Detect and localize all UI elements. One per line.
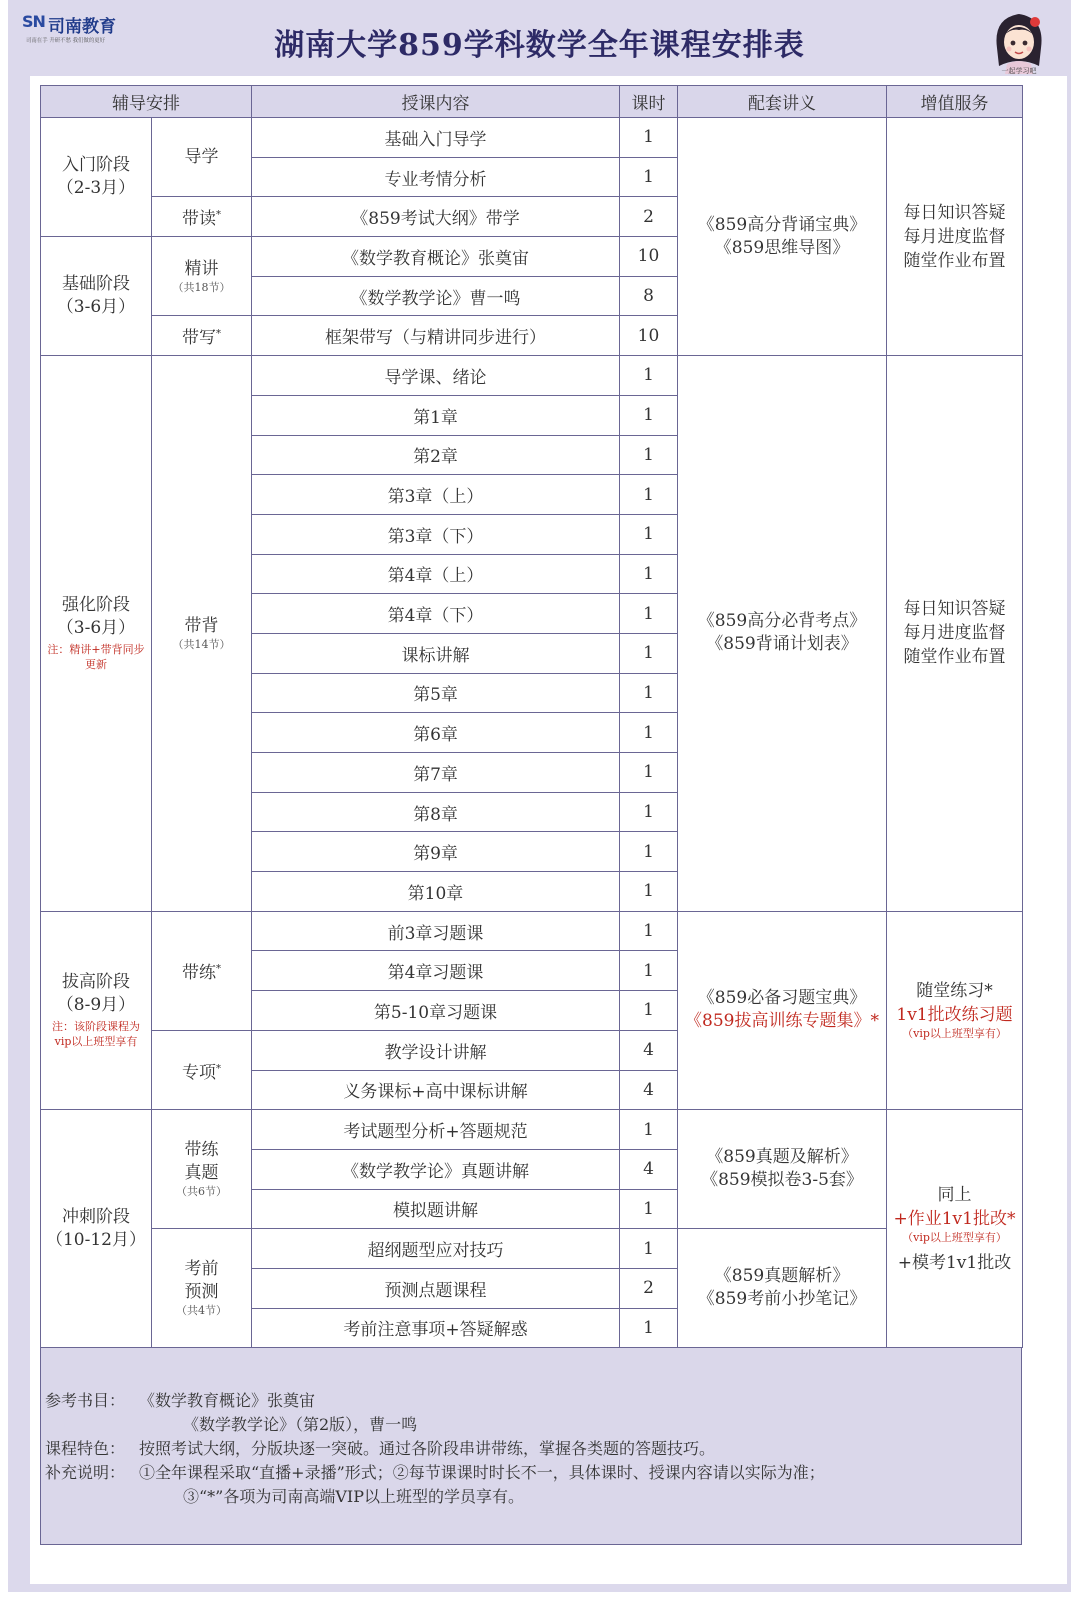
- content-cell: 模拟题讲解: [252, 1189, 620, 1229]
- content-cell: 课标讲解: [252, 633, 620, 673]
- feature-text: 按照考试大纲，分版块逐一突破。通过各阶段串讲带练，掌握各类题的答题技巧。: [139, 1439, 716, 1458]
- hours-cell: 1: [620, 554, 678, 594]
- module-count: （共4节）: [176, 1304, 227, 1318]
- service-line: 随堂作业布置: [903, 647, 1006, 668]
- content-cell: 第8章: [252, 792, 620, 832]
- module-recite: [152, 356, 252, 912]
- hours-cell: 1: [620, 594, 678, 634]
- star-mark: *: [216, 209, 221, 221]
- hours-cell: 1: [620, 395, 678, 435]
- hours-cell: 1: [620, 1308, 678, 1348]
- stage-intensive: [41, 356, 152, 912]
- content-cell: 教学设计讲解: [252, 1030, 620, 1070]
- books-line: [45, 1388, 315, 1411]
- book-2: 《数学教学论》（第2版），曹一鸣: [183, 1415, 418, 1434]
- material-line: 《859高分背诵宝典》: [697, 214, 867, 235]
- header-content: 授课内容: [252, 86, 620, 118]
- stage-note: 注：精讲+带背同步更新: [47, 643, 145, 672]
- avatar-caption: 一起学习吧: [1001, 67, 1037, 75]
- content-cell: 第2章: [252, 435, 620, 475]
- stage-name: 强化阶段: [62, 595, 130, 616]
- services-sprint: [887, 1110, 1023, 1348]
- star-mark: *: [216, 328, 221, 340]
- stage-name: 拔高阶段: [62, 972, 130, 993]
- service-line: 每日知识答疑: [903, 202, 1006, 223]
- content-cell: 《数学教学论》曹一鸣: [252, 276, 620, 316]
- hours-cell: 1: [620, 157, 678, 197]
- material-line: 《859模拟卷3-5套》: [701, 1170, 863, 1191]
- module-name: 带练: [182, 963, 216, 984]
- service-note: （vip以上班型享有）: [902, 1027, 1007, 1041]
- stage-name: 入门阶段: [62, 155, 130, 176]
- module-write: [152, 316, 252, 356]
- module-special: [152, 1030, 252, 1109]
- extra-line: [45, 1460, 825, 1483]
- stage-sprint: [41, 1110, 152, 1348]
- hours-cell: 1: [620, 832, 678, 872]
- content-cell: 第3章（上）: [252, 475, 620, 515]
- materials-sprint-2: [678, 1229, 887, 1348]
- content-cell: 导学课、绪论: [252, 356, 620, 396]
- service-line: 每月进度监督: [903, 226, 1006, 247]
- hours-cell: 4: [620, 1149, 678, 1189]
- content-cell: 前3章习题课: [252, 911, 620, 951]
- feature-line: [45, 1436, 715, 1459]
- material-line: 《859高分必背考点》: [697, 611, 867, 632]
- service-note: （vip以上班型享有）: [902, 1230, 1007, 1244]
- module-name: 带读: [182, 209, 216, 230]
- content-cell: 考试题型分析+答题规范: [252, 1110, 620, 1150]
- content-cell: 《数学教学论》真题讲解: [252, 1149, 620, 1189]
- hours-cell: 1: [620, 713, 678, 753]
- header: [8, 0, 1071, 76]
- extra-text-1: ①全年课程采取“直播+录播”形式；②每节课课时时长不一，具体课时、授课内容请以实际为准；: [139, 1463, 825, 1482]
- module-name: 带背: [184, 615, 219, 636]
- content-cell: 专业考情分析: [252, 157, 620, 197]
- materials-basic: [678, 118, 887, 356]
- service-line-vip: 1v1批改练习题: [896, 1005, 1013, 1026]
- hours-cell: 1: [620, 911, 678, 951]
- module-practice: [152, 911, 252, 1030]
- hours-cell: 1: [620, 514, 678, 554]
- hours-cell: 1: [620, 435, 678, 475]
- services-advanced: [887, 911, 1023, 1109]
- logo-slogan: 司南在手 升研不愁 我们做的更好: [26, 37, 106, 44]
- material-line: 《859真题及解析》: [706, 1147, 858, 1168]
- module-name: 专项: [182, 1062, 216, 1083]
- content-cell: 第3章（下）: [252, 514, 620, 554]
- page-title: 湖南大学859学科数学全年课程安排表: [274, 28, 805, 63]
- hours-cell: 1: [620, 673, 678, 713]
- content-cell: 第1章: [252, 395, 620, 435]
- logo-brand: 司南教育: [48, 17, 116, 37]
- module-prediction: [152, 1229, 252, 1348]
- service-line-vip: +作业1v1批改*: [893, 1208, 1016, 1229]
- service-line: +模考1v1批改: [897, 1252, 1012, 1273]
- module-name: 精讲: [184, 258, 219, 279]
- material-line-vip: 《859拔高训练专题集》*: [685, 1011, 879, 1032]
- content-cell: 第7章: [252, 753, 620, 793]
- module-lecture: [152, 237, 252, 316]
- content-cell: 第5-10章习题课: [252, 991, 620, 1031]
- extra-text-2: ③“*”各项为司南高端VIP以上班型的学员享有。: [183, 1487, 525, 1506]
- hours-cell: 1: [620, 633, 678, 673]
- notes-panel: [40, 1347, 1022, 1545]
- content-cell: 考前注意事项+答疑解惑: [252, 1308, 620, 1348]
- content-cell: 基础入门导学: [252, 118, 620, 158]
- module-count: （共14节）: [172, 637, 231, 651]
- schedule-table: [40, 85, 1023, 1348]
- hours-cell: 1: [620, 872, 678, 912]
- service-line: 随堂作业布置: [903, 250, 1006, 271]
- stage-advanced: [41, 911, 152, 1109]
- content-cell: 第10章: [252, 872, 620, 912]
- hours-cell: 1: [620, 951, 678, 991]
- hours-cell: 1: [620, 1110, 678, 1150]
- hours-cell: 2: [620, 197, 678, 237]
- module-guide: [152, 118, 252, 197]
- material-line: 《859背诵计划表》: [706, 634, 858, 655]
- materials-sprint-1: [678, 1110, 887, 1229]
- material-line: 《859必备习题宝典》: [697, 988, 867, 1009]
- hours-cell: 1: [620, 991, 678, 1031]
- materials-advanced: [678, 911, 887, 1109]
- content-cell: 《数学教育概论》张奠宙: [252, 237, 620, 277]
- hours-cell: 8: [620, 276, 678, 316]
- header-arrangement: 辅导安排: [41, 86, 252, 118]
- module-count: （共18节）: [172, 280, 231, 294]
- module-name: 带练真题: [184, 1140, 219, 1184]
- content-cell: 第6章: [252, 713, 620, 753]
- header-services: 增值服务: [887, 86, 1023, 118]
- content-cell: 预测点题课程: [252, 1268, 620, 1308]
- hours-cell: 4: [620, 1030, 678, 1070]
- module-name: 考前预测: [184, 1259, 219, 1303]
- content-cell: 《859考试大纲》带学: [252, 197, 620, 237]
- hours-cell: 10: [620, 316, 678, 356]
- module-name: 导学: [184, 146, 219, 167]
- content-cell: 第4章（下）: [252, 594, 620, 634]
- service-line: 每月进度监督: [903, 623, 1006, 644]
- content-cell: 超纲题型应对技巧: [252, 1229, 620, 1269]
- stage-note: 注：该阶段课程为vip以上班型享有: [52, 1020, 140, 1049]
- stage-name: 基础阶段: [62, 274, 130, 295]
- service-line: 同上: [937, 1184, 972, 1205]
- module-name: 带写: [182, 328, 216, 349]
- hours-cell: 10: [620, 237, 678, 277]
- stage-period: （3-6月）: [56, 618, 136, 639]
- material-line: 《859考前小抄笔记》: [697, 1289, 867, 1310]
- stage-foundation: [41, 237, 152, 356]
- book-1: 《数学教育概论》张奠宙: [139, 1391, 316, 1410]
- logo-mark-icon: SN: [22, 12, 45, 31]
- module-past-papers: [152, 1110, 252, 1229]
- services-basic: [887, 118, 1023, 356]
- header-hours: 课时: [620, 86, 678, 118]
- star-mark: *: [216, 963, 221, 975]
- material-line: 《859思维导图》: [714, 237, 850, 258]
- materials-intensive: [678, 356, 887, 912]
- stage-period: （3-6月）: [56, 297, 136, 318]
- service-line: 随堂练习*: [916, 981, 993, 1002]
- content-cell: 第4章习题课: [252, 951, 620, 991]
- feature-label: 课程特色：: [45, 1439, 126, 1458]
- hours-cell: 1: [620, 753, 678, 793]
- hours-cell: 4: [620, 1070, 678, 1110]
- module-read: [152, 197, 252, 237]
- stage-period: （10-12月）: [45, 1229, 146, 1250]
- extra-label: 补充说明：: [45, 1463, 126, 1482]
- hours-cell: 2: [620, 1268, 678, 1308]
- content-cell: 第9章: [252, 832, 620, 872]
- material-line: 《859真题解析》: [714, 1266, 850, 1287]
- hours-cell: 1: [620, 1229, 678, 1269]
- services-intensive: [887, 356, 1023, 912]
- content-cell: 义务课标+高中课标讲解: [252, 1070, 620, 1110]
- hours-cell: 1: [620, 475, 678, 515]
- content-cell: 第5章: [252, 673, 620, 713]
- content-cell: 框架带写（与精讲同步进行）: [252, 316, 620, 356]
- star-mark: *: [216, 1062, 221, 1074]
- service-line: 每日知识答疑: [903, 599, 1006, 620]
- stage-period: （8-9月）: [56, 995, 136, 1016]
- hours-cell: 1: [620, 356, 678, 396]
- content-cell: 第4章（上）: [252, 554, 620, 594]
- hours-cell: 1: [620, 1189, 678, 1229]
- hours-cell: 1: [620, 792, 678, 832]
- stage-intro: [41, 118, 152, 237]
- module-count: （共6节）: [176, 1185, 227, 1199]
- stage-period: （2-3月）: [56, 178, 136, 199]
- hours-cell: 1: [620, 118, 678, 158]
- stage-name: 冲刺阶段: [62, 1206, 130, 1227]
- header-materials: 配套讲义: [678, 86, 887, 118]
- books-label: 参考书目：: [45, 1391, 126, 1410]
